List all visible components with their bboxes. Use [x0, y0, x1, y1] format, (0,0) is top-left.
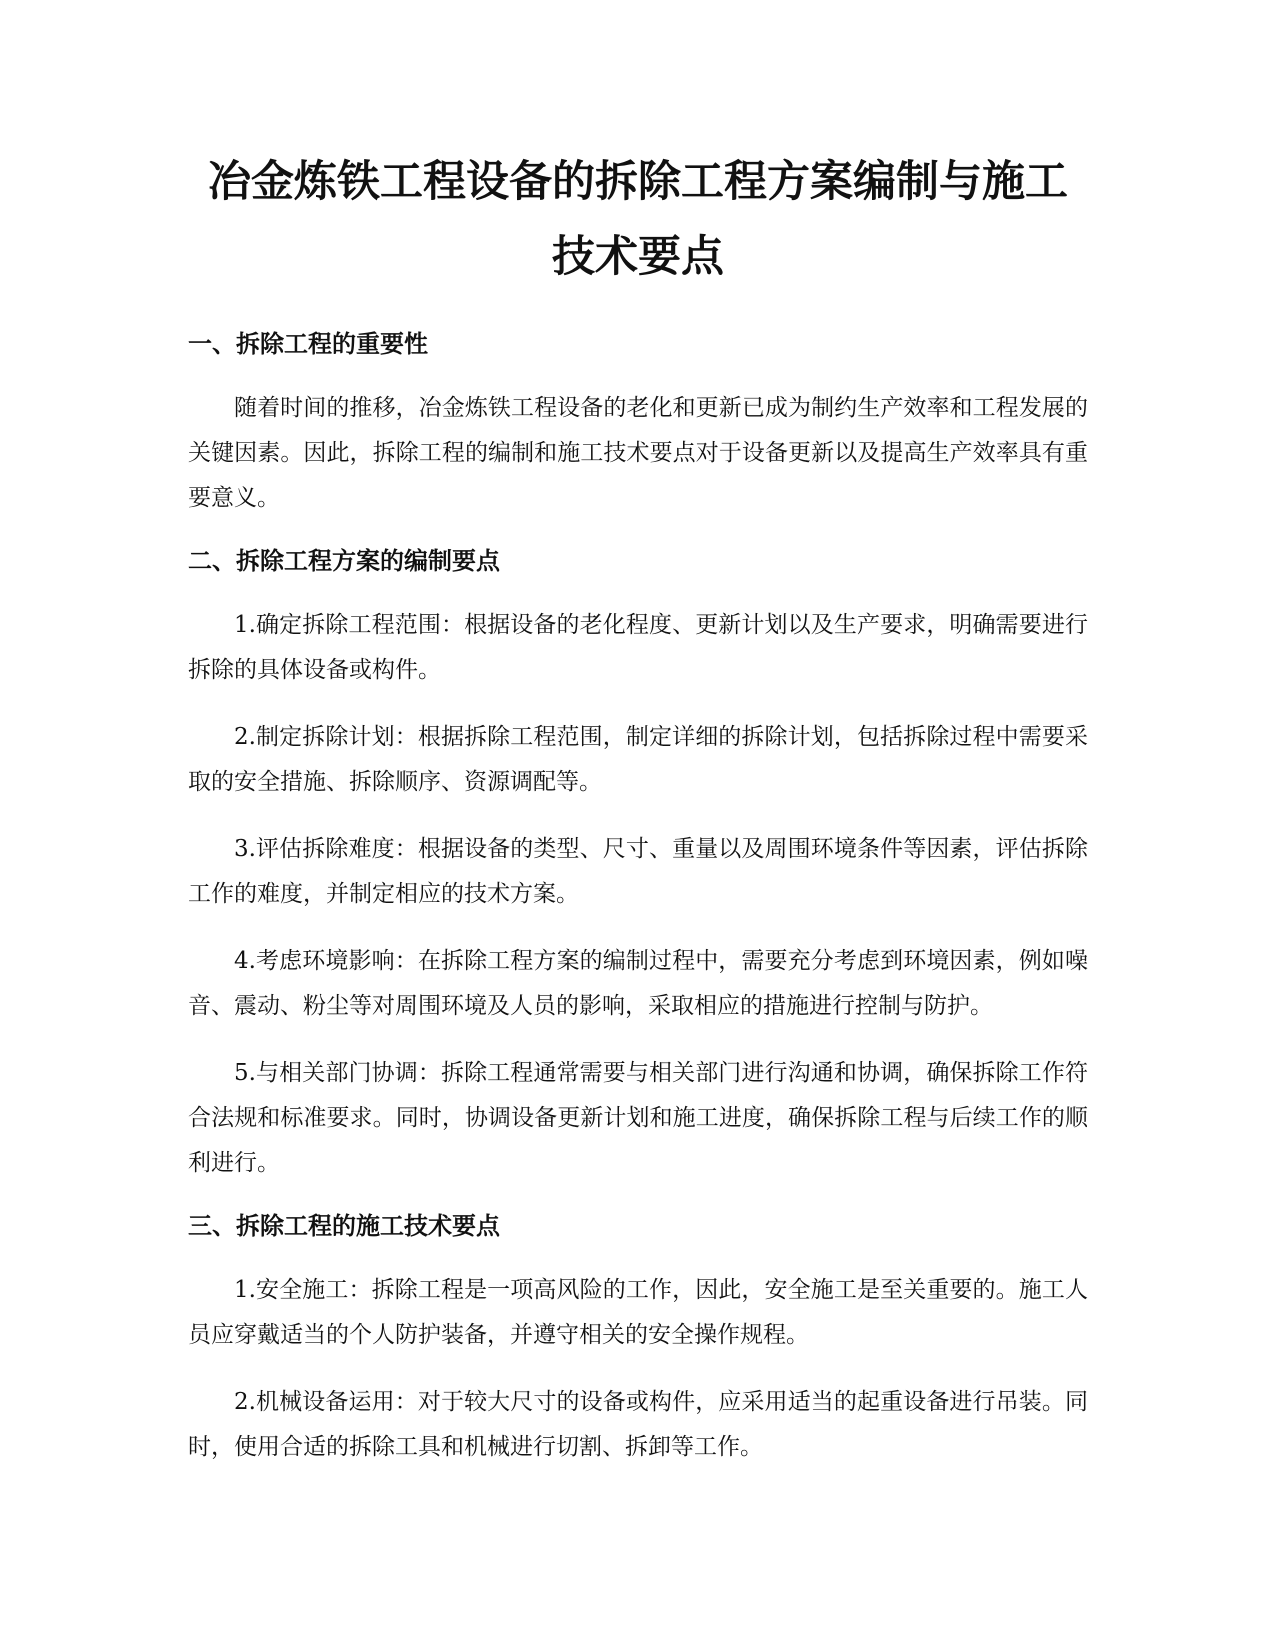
document-page: [188, 0, 1088, 1470]
section-heading: 三、拆除工程的施工技术要点: [188, 1212, 500, 1240]
paragraph: 2.机械设备运用：对于较大尺寸的设备或构件，应采用适当的起重设备进行吊装。同时，使用合适的拆除工具和机械进行切割、拆卸等工作。: [188, 1389, 1088, 1460]
paragraph: 4.考虑环境影响：在拆除工程方案的编制过程中，需要充分考虑到环境因素，例如噪音、震动、粉尘等对周围环境及人员的影响，采取相应的措施进行控制与防护。: [188, 948, 1088, 1019]
paragraph: 随着时间的推移，冶金炼铁工程设备的老化和更新已成为制约生产效率和工程发展的关键因素。因此，拆除工程的编制和施工技术要点对于设备更新以及提高生产效率具有重要意义。: [188, 395, 1088, 511]
section-heading: 一、拆除工程的重要性: [188, 330, 428, 358]
paragraph: 3.评估拆除难度：根据设备的类型、尺寸、重量以及周围环境条件等因素，评估拆除工作的难度，并制定相应的技术方案。: [188, 836, 1088, 907]
document-title: 冶金炼铁工程设备的拆除工程方案编制与施工技术要点: [208, 157, 1068, 282]
section-heading: 二、拆除工程方案的编制要点: [188, 547, 500, 575]
section-importance: [188, 326, 1088, 521]
paragraph: 1.安全施工：拆除工程是一项高风险的工作，因此，安全施工是至关重要的。施工人员应穿戴适当的个人防护装备，并遵守相关的安全操作规程。: [188, 1277, 1088, 1348]
paragraph: 2.制定拆除计划：根据拆除工程范围，制定详细的拆除计划，包括拆除过程中需要采取的安全措施、拆除顺序、资源调配等。: [188, 724, 1088, 795]
paragraph: 5.与相关部门协调：拆除工程通常需要与相关部门进行沟通和协调，确保拆除工作符合法规和标准要求。同时，协调设备更新计划和施工进度，确保拆除工程与后续工作的顺利进行。: [188, 1060, 1088, 1176]
section-construction-points: [188, 1208, 1088, 1470]
section-plan-points: [188, 543, 1088, 1186]
paragraph: 1.确定拆除工程范围：根据设备的老化程度、更新计划以及生产要求，明确需要进行拆除的具体设备或构件。: [188, 612, 1088, 683]
